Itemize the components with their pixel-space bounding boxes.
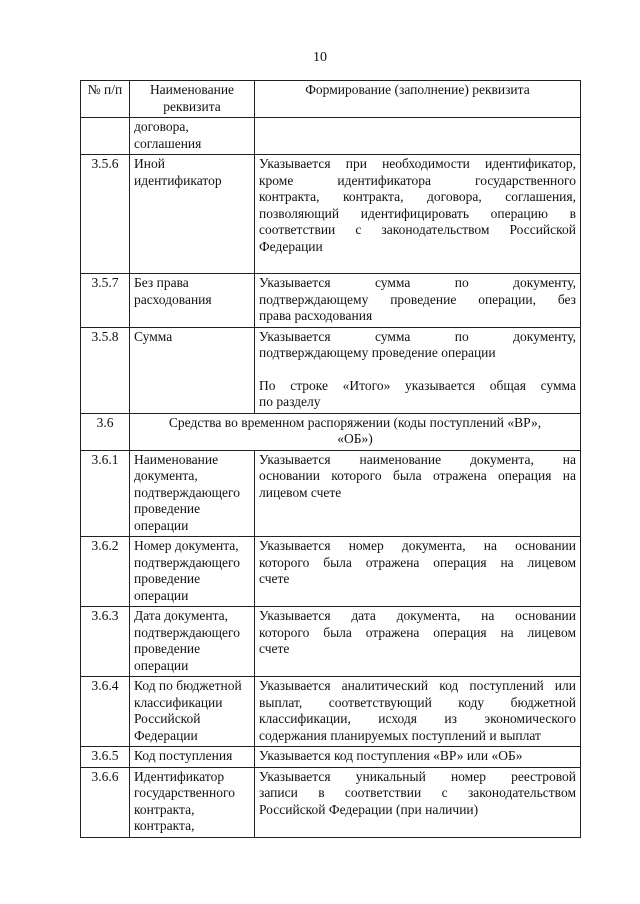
row-name: договора, соглашения: [130, 118, 255, 155]
row-desc: Указывается уникальный номер реестровой записи в соответствии с законодательством Российской Федерации (при наличии): [255, 767, 581, 837]
row-desc: Указывается дата документа, на основании которого была отражена операция на лицевом счете: [255, 607, 581, 677]
row-desc: Указывается код поступления «ВР» или «ОБ»: [255, 747, 581, 768]
row-num: 3.6.1: [81, 450, 130, 537]
table-row: [81, 118, 581, 155]
row-desc: Указывается при необходимости идентификатор, кроме идентификатора государственного контракта, контракта, договора, соглашения, позволяющий идентифицировать операцию в соответствии с законодательством Российской Федерации: [255, 155, 581, 274]
table-header-row: [81, 81, 581, 118]
row-num: 3.5.7: [81, 274, 130, 328]
row-desc: Указывается номер документа, на основании которого была отражена операция на лицевом счете: [255, 537, 581, 607]
table-row: [81, 607, 581, 677]
row-name: Идентификатор государственного контракта, контракта,: [130, 767, 255, 837]
row-desc: Указывается сумма по документу, подтверждающему проведение операции, без права расходования: [255, 274, 581, 328]
row-desc: [255, 118, 581, 155]
row-name: Без права расходования: [130, 274, 255, 328]
section-title: Средства во временном распоряжении (коды поступлений «ВР», «ОБ»): [130, 413, 581, 450]
row-num: [81, 118, 130, 155]
row-name: Наименование документа, подтверждающего проведение операции: [130, 450, 255, 537]
row-name: Иной идентификатор: [130, 155, 255, 274]
table-row: [81, 767, 581, 837]
page-number: 10: [313, 50, 327, 65]
table-row: [81, 537, 581, 607]
requisites-table: [80, 80, 581, 838]
row-name: Код поступления: [130, 747, 255, 768]
row-name: Сумма: [130, 327, 255, 413]
row-num: 3.6.5: [81, 747, 130, 768]
row-num: 3.6.6: [81, 767, 130, 837]
table-row: [81, 450, 581, 537]
row-name: Номер документа, подтверждающего проведение операции: [130, 537, 255, 607]
row-num: 3.5.6: [81, 155, 130, 274]
row-desc: Указывается сумма по документу, подтверждающему проведение операции По строке «Итого» указывается общая сумма по разделу: [255, 327, 581, 413]
row-num: 3.5.8: [81, 327, 130, 413]
row-name: Код по бюджетной классификации Российской Федерации: [130, 677, 255, 747]
table-row: [81, 327, 581, 413]
header-name: Наименование реквизита: [130, 81, 255, 118]
row-num: 3.6.3: [81, 607, 130, 677]
row-name: Дата документа, подтверждающего проведение операции: [130, 607, 255, 677]
section-num: 3.6: [81, 413, 130, 450]
table-row: [81, 677, 581, 747]
table-row: [81, 274, 581, 328]
row-num: 3.6.2: [81, 537, 130, 607]
header-num: № п/п: [81, 81, 130, 118]
header-desc: Формирование (заполнение) реквизита: [255, 81, 581, 118]
section-row: [81, 413, 581, 450]
table-row: [81, 155, 581, 274]
row-num: 3.6.4: [81, 677, 130, 747]
row-desc: Указывается аналитический код поступлений или выплат, соответствующий коду бюджетной классификации, исходя из экономического содержания планируемых поступлений и выплат: [255, 677, 581, 747]
row-desc: Указывается наименование документа, на основании которого была отражена операция на лицевом счете: [255, 450, 581, 537]
table-row: [81, 747, 581, 768]
